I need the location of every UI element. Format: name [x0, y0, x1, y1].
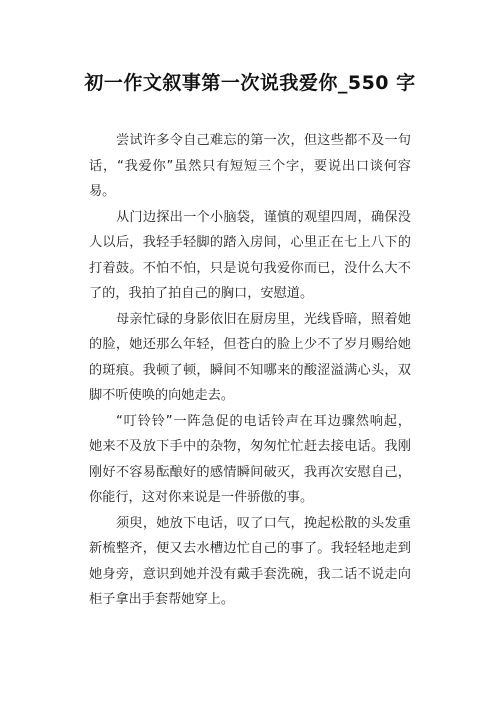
text-line: 从门边探出一个小脑袋，谨慎的观望四周，确保没 — [116, 209, 411, 225]
text-line: 易。 — [89, 184, 116, 199]
text-line: 新梳整齐，便又去水槽边忙自己的事了。我轻轻地走到 — [89, 541, 411, 556]
paragraph — [89, 511, 411, 613]
text-line: 刚好不容易酝酿好的感情瞬间破灭，我再次安慰自己， — [89, 464, 411, 480]
text-line: 母亲忙碌的身影依旧在厨房里，光线昏暗，照着她 — [116, 311, 411, 327]
text-line: 打着鼓。不怕不怕，只是说句我爱你而已，没什么大不 — [89, 260, 411, 276]
paragraph — [89, 409, 411, 511]
text-line: 脚不听使唤的向她走去。 — [89, 388, 235, 403]
paragraph — [89, 128, 411, 205]
text-line: 她身旁，意识到她并没有戴手套洗碗，我二话不说走向 — [89, 566, 411, 582]
text-line: 须臾，她放下电话，叹了口气，挽起松散的头发重 — [116, 515, 411, 531]
text-line: 的脸，她还那么年轻，但苍白的脸上少不了岁月赐给她 — [89, 337, 411, 352]
paragraph — [89, 307, 411, 409]
text-line: 了的，我拍了拍自己的胸口，安慰道。 — [89, 286, 314, 301]
text-line: 她来不及放下手中的杂物，匆匆忙忙赶去接电话。我刚 — [89, 439, 411, 454]
document-body — [89, 128, 411, 613]
document-title: 初一作文叙事第一次说我爱你_550 字 — [84, 72, 416, 94]
text-line: 话，“我爱你”虽然只有短短三个字，要说出口谈何容 — [89, 158, 411, 174]
text-line: 你能行，这对你来说是一件骄傲的事。 — [89, 490, 314, 505]
text-line: 人以后，我轻手轻脚的踏入房间，心里正在七上八下的 — [89, 235, 411, 250]
paragraph — [89, 205, 411, 307]
text-line: 尝试许多令自己难忘的第一次，但这些都不及一句 — [116, 133, 411, 148]
text-line: 柜子拿出手套帮她穿上。 — [89, 592, 235, 607]
text-line: “叮铃铃”一阵急促的电话铃声在耳边骤然响起， — [116, 413, 411, 429]
text-line: 的斑痕。我顿了顿，瞬间不知哪来的酸涩溢满心头，双 — [89, 362, 411, 378]
